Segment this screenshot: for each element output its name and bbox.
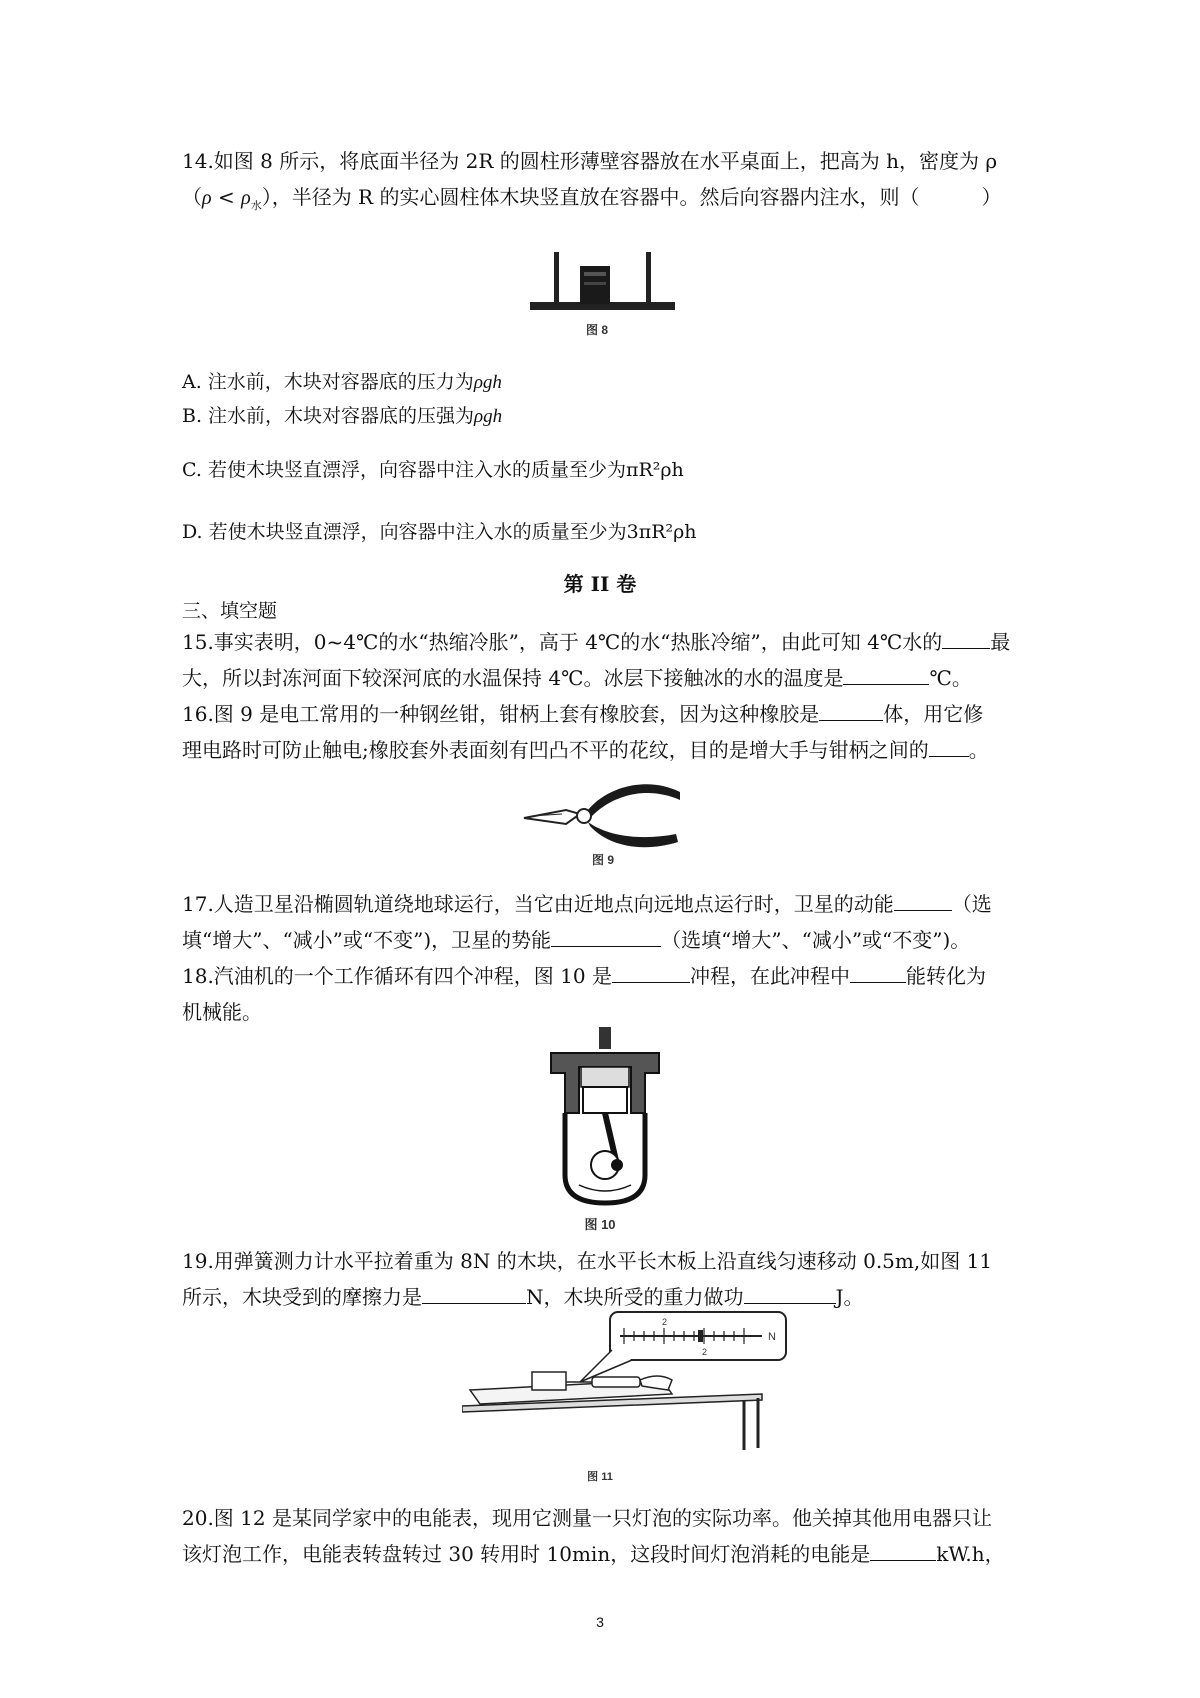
q14-line2-close: ）	[981, 185, 1002, 209]
q14-option-c-text: C. 若使木块竖直漂浮，向容器中注入水的质量至少为	[182, 459, 626, 481]
q14-option-a-text: A. 注水前，木块对容器底的压力为	[182, 371, 474, 393]
q14-option-a-formula: ρgh	[473, 372, 502, 393]
q15-line1-end: 最	[990, 630, 1011, 654]
section-subtitle: 三、填空题	[182, 600, 278, 622]
q20-line1: 20.图 12 是某同学家中的电能表，现用它测量一只灯泡的实际功率。他关掉其他用电器只让	[182, 1506, 992, 1530]
q15-line2	[182, 664, 972, 692]
q19-line2	[182, 1283, 864, 1311]
q14-line2-text: ），半径为 R 的实心圆柱体木块竖直放在容器中。然后向容器内注水，则（	[261, 185, 920, 209]
section-title: 第 II 卷	[563, 572, 637, 596]
q16-blank-1[interactable]	[819, 702, 883, 721]
q17-line2-end: （选填“增大”、“减小”或“不变”)。	[661, 928, 971, 952]
fig11-scale-pointer	[698, 1330, 703, 1342]
q14-rho-water-sub: 水	[250, 199, 262, 212]
q17-line2	[182, 926, 970, 954]
q15-line2-end: ℃。	[929, 666, 972, 690]
q15-line2-text: 大，所以封冻河面下较深河底的水温保持 4℃。冰层下接触冰的水的温度是	[182, 666, 844, 690]
q19-line2-text: 所示，木块受到的摩擦力是	[182, 1285, 422, 1309]
q18-line1-text: 18.汽油机的一个工作循环有四个冲程，图 10 是	[182, 964, 612, 988]
q14-lt: <	[211, 185, 242, 209]
q16-line1-end: 体，用它修	[883, 702, 984, 726]
figure-9-caption: 图 9	[591, 853, 615, 867]
q16-line2-end: 。	[968, 738, 989, 762]
q18-blank-2[interactable]	[850, 964, 906, 983]
fig9-lower-handle	[588, 822, 678, 847]
figure-10-engine-diagram	[545, 1025, 665, 1210]
q14-option-d-formula: 3πR²ρh	[626, 521, 697, 543]
q19-line1: 19.用弹簧测力计水平拉着重为 8N 的木块，在水平长木板上沿直线匀速移动 0.5m,如图 11	[182, 1249, 993, 1273]
q16-line2	[182, 736, 989, 764]
fig8-right-wall	[646, 252, 651, 306]
fig10-spark-plug	[599, 1027, 611, 1049]
q16-line1	[182, 700, 983, 728]
q14-line1: 14.如图 8 所示，将底面半径为 2R 的圆柱形薄壁容器放在水平桌面上，把高为 h，密度为 ρ	[182, 149, 998, 173]
q14-option-b-formula: ρgh	[474, 406, 503, 427]
q17-blank-1[interactable]	[894, 892, 952, 911]
figure-9-pliers-diagram	[518, 768, 688, 868]
q19-blank-2[interactable]	[744, 1285, 836, 1304]
q18-line1-end: 能转化为	[905, 964, 986, 988]
q18-line2: 机械能。	[182, 1000, 262, 1024]
q14-option-a	[182, 368, 502, 397]
q14-line2-open: （	[182, 185, 202, 209]
fig11-wood-block	[532, 1372, 566, 1390]
q14-option-c-formula: πR²ρh	[625, 459, 684, 481]
q14-rho-water: ρ	[241, 187, 251, 209]
q20-line2	[182, 1540, 1005, 1568]
q14-option-b	[182, 402, 502, 431]
fig11-spring-scale	[592, 1377, 640, 1387]
figure-8-caption: 图 8	[585, 323, 609, 337]
figure-8-container-diagram	[525, 230, 685, 340]
fig9-upper-handle	[588, 784, 680, 816]
fig11-scale-label-2a: 2	[662, 1317, 668, 1327]
q15-blank-2[interactable]	[843, 666, 929, 685]
q17-line1-text: 17.人造卫星沿椭圆轨道绕地球运行，当它由近地点向远地点运行时，卫星的动能	[182, 892, 894, 916]
q19-line2-end: J。	[835, 1285, 864, 1309]
q14-line2	[182, 183, 1001, 220]
q15-blank-1[interactable]	[942, 630, 990, 649]
q18-blank-1[interactable]	[612, 964, 690, 983]
q15-line1-text: 15.事实表明，0~4℃的水“热缩冷胀”，高于 4℃的水“热胀冷缩”，由此可知 4℃水的	[182, 630, 943, 654]
figure-11-caption: 图 11	[587, 1471, 613, 1483]
figure-11-spring-scale-diagram	[462, 1308, 792, 1458]
q14-option-d	[182, 518, 697, 546]
fig10-combustion-chamber	[581, 1067, 629, 1087]
q18-line1-mid: 冲程，在此冲程中	[689, 964, 850, 988]
q20-line2-text: 该灯泡工作，电能表转盘转过 30 转用时 10min，这段时间灯泡消耗的电能是	[182, 1542, 871, 1566]
q14-option-b-text: B. 注水前，木块对容器底的压强为	[182, 405, 475, 427]
q16-line2-text: 理电路时可防止触电;橡胶套外表面刻有凹凸不平的花纹，目的是增大手与钳柄之间的	[182, 738, 929, 762]
fig11-scale-label-2b: 2	[702, 1347, 708, 1357]
q15-line1	[182, 628, 1010, 656]
page-number: 3	[596, 1614, 604, 1630]
figure-10-caption: 图 10	[584, 1217, 616, 1232]
fig10-piston	[583, 1087, 627, 1113]
q14-rho: ρ	[202, 187, 212, 209]
q17-line1	[182, 890, 992, 918]
q17-blank-2[interactable]	[551, 928, 661, 947]
q20-blank-1[interactable]	[870, 1542, 936, 1561]
q17-line1-end: （选	[951, 892, 992, 916]
fig8-left-wall	[554, 252, 559, 306]
q14-option-d-text: D. 若使木块竖直漂浮，向容器中注入水的质量至少为	[182, 521, 627, 543]
q16-blank-2[interactable]	[929, 738, 969, 757]
q17-line2-text: 填“增大”、“减小”或“不变”)，卫星的势能	[182, 928, 552, 952]
fig11-scale-unit: N	[768, 1331, 776, 1343]
q16-line1-text: 16.图 9 是电工常用的一种钢丝钳，钳柄上套有橡胶套，因为这种橡胶是	[182, 702, 820, 726]
q14-option-c	[182, 456, 684, 484]
q19-line2-mid: N，木块所受的重力做功	[526, 1285, 744, 1309]
q18-line1	[182, 962, 986, 990]
q19-blank-1[interactable]	[422, 1285, 526, 1304]
q20-line2-end: kW.h，	[936, 1542, 1005, 1566]
fig9-jaw	[524, 810, 580, 824]
